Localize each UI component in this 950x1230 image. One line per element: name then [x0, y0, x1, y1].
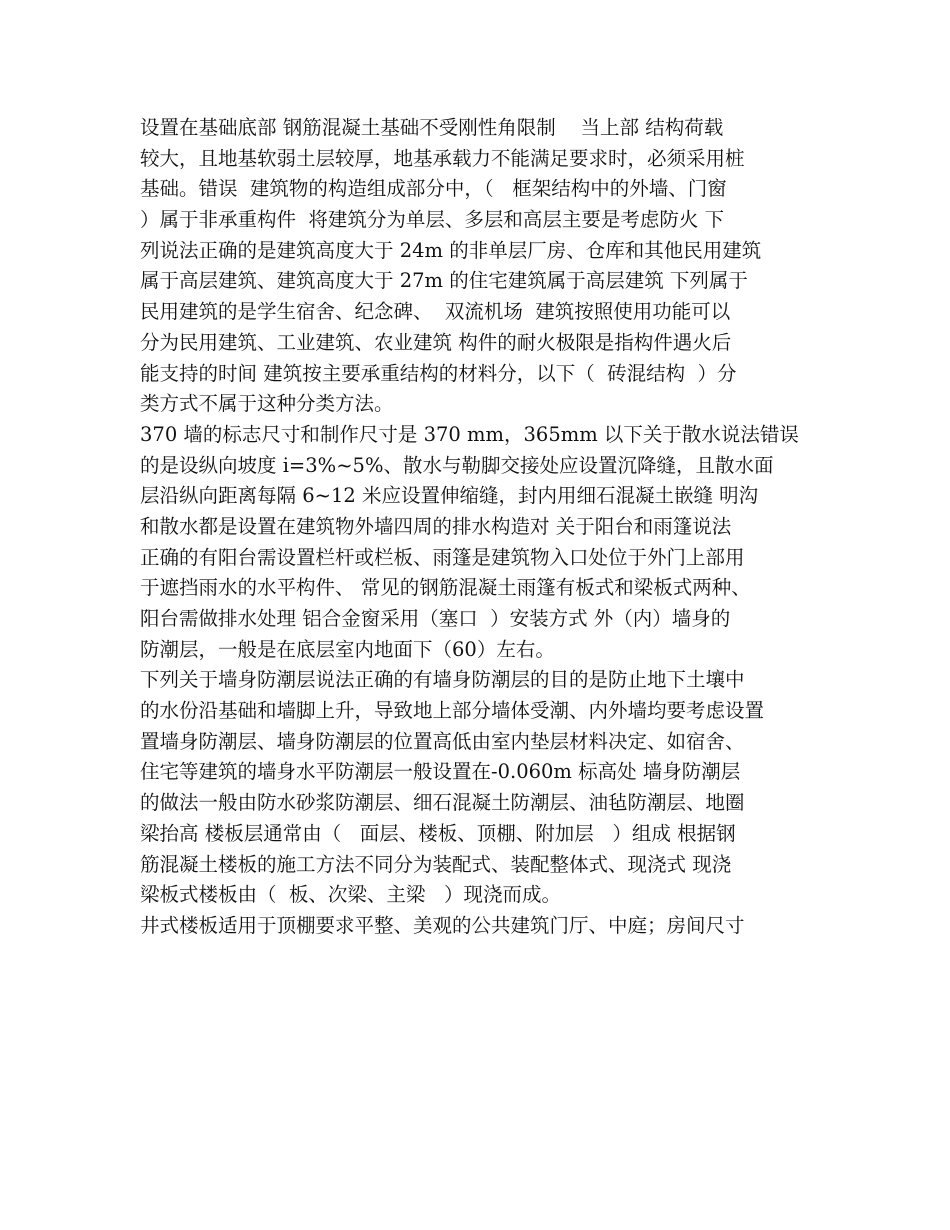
- text-line: 住宅等建筑的墙身水平防潮层一般设置在-0.060m 标高处 墙身防潮层: [140, 760, 741, 784]
- text-line: 民用建筑的是学生宿舍、纪念碑、 双流机场 建筑按照使用功能可以: [140, 300, 731, 324]
- document-body: [140, 113, 820, 942]
- text-line: 的做法一般由防水砂浆防潮层、细石混凝土防潮层、油毡防潮层、地圈: [140, 791, 745, 815]
- text-line: 类方式不属于这种分类方法。: [140, 392, 394, 416]
- text-line: 较大，且地基软弱土层较厚，地基承载力不能满足要求时，必须采用桩: [140, 146, 745, 170]
- text-line: 的是设纵向坡度 i=3%~5%、散水与勒脚交接处应设置沉降缝，且散水面: [140, 453, 774, 477]
- text-line: 正确的有阳台需设置栏杆或栏板、雨篷是建筑物入口处位于外门上部用: [140, 545, 745, 569]
- text-line: 筋混凝土楼板的施工方法不同分为装配式、装配整体式、现浇式 现浇: [140, 852, 732, 876]
- text-line: 和散水都是设置在建筑物外墙四周的排水构造对 关于阳台和雨篷说法: [140, 514, 732, 538]
- text-line: 梁板式楼板由（ 板、次梁、主梁 ）现浇而成。: [140, 883, 561, 907]
- text-line: 列说法正确的是建筑高度大于 24m 的非单层厂房、仓库和其他民用建筑: [140, 238, 762, 262]
- text-line: 阳台需做排水处理 铝合金窗采用（塞口 ）安装方式 外（内）墙身的: [140, 607, 731, 630]
- text-line: 下列关于墙身防潮层说法正确的有墙身防潮层的目的是防止地下土壤中: [140, 668, 745, 692]
- text-line: 置墙身防潮层、墙身防潮层的位置高低由室内垫层材料决定、如宿舍、: [140, 729, 745, 753]
- text-line: ）属于非承重构件 将建筑分为单层、多层和高层主要是考虑防火 下: [140, 208, 725, 232]
- text-line: 属于高层建筑、建筑高度大于 27m 的住宅建筑属于高层建筑 下列属于: [140, 269, 748, 293]
- text-line: 井式楼板适用于顶棚要求平整、美观的公共建筑门厅、中庭；房间尺寸: [140, 913, 745, 937]
- text-line: 梁抬高 楼板层通常由（ 面层、楼板、顶棚、附加层 ）组成 根据钢: [140, 821, 736, 845]
- text-line: 设置在基础底部 钢筋混凝土基础不受刚性角限制 当上部 结构荷载: [140, 116, 724, 139]
- text-line: 能支持的时间 建筑按主要承重结构的材料分，以下（ 砖混结构 ）分: [140, 361, 737, 385]
- text-line: 层沿纵向距离每隔 6~12 米应设置伸缩缝，封内用细石混凝土嵌缝 明沟: [140, 484, 759, 508]
- text-line: 基础。错误 建筑物的构造组成部分中，（ 框架结构中的外墙、门窗: [140, 177, 727, 201]
- text-line: 的水份沿基础和墙脚上升，导致地上部分墙体受潮、内外墙均要考虑设置: [140, 699, 765, 723]
- text-line: 分为民用建筑、工业建筑、农业建筑 构件的耐火极限是指构件遇火后: [140, 330, 732, 354]
- text-line: 于遮挡雨水的水平构件、 常见的钢筋混凝土雨篷有板式和梁板式两种、: [140, 576, 751, 600]
- text-line: 370 墙的标志尺寸和制作尺寸是 370 mm，365mm 以下关于散水说法错误: [140, 422, 799, 446]
- text-line: 防潮层，一般是在底层室内地面下（60）左右。: [140, 637, 555, 661]
